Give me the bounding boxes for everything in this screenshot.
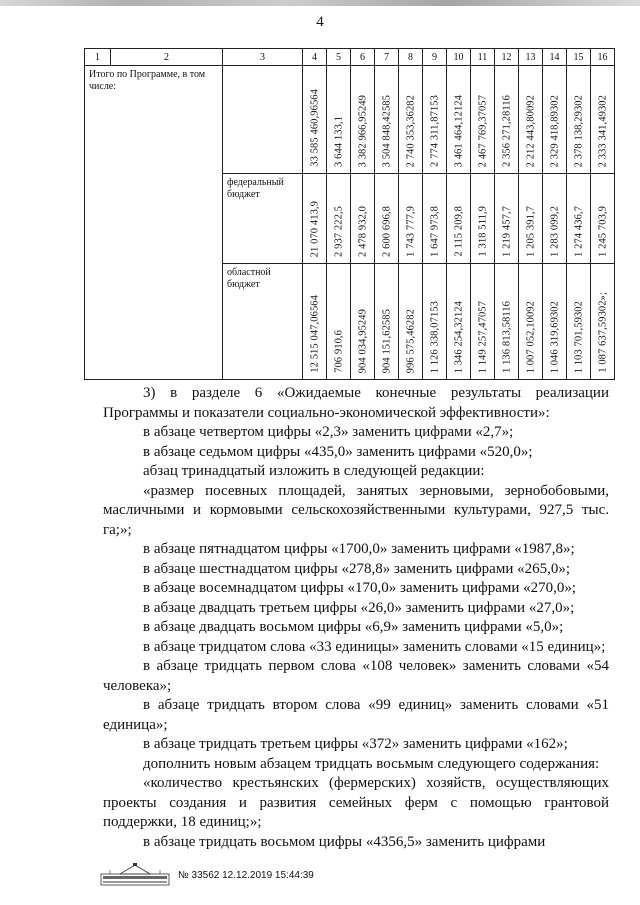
- document-body: [103, 384, 609, 852]
- row-sublabel: [223, 66, 303, 174]
- cell-value: 1 647 973,8: [429, 206, 440, 257]
- cell-value: 2 329 418,89302: [549, 94, 560, 167]
- paragraph: в абзаце шестнадцатом цифры «278,8» заменить цифрами «265,0»;: [143, 560, 571, 577]
- cell-value: 2 378 138,29302: [573, 94, 584, 167]
- document-number: № 33562: [178, 870, 220, 881]
- paragraph: в абзаце тридцатом слова «33 единицы» заменить словами «15 единиц»;: [143, 638, 606, 655]
- cell-value: 1 046 319,69302: [549, 300, 560, 373]
- table-cell: [519, 264, 543, 380]
- table-cell: [447, 264, 471, 380]
- paragraph: в абзаце двадцать третьем цифры «26,0» заменить цифрами «27,0»;: [143, 599, 575, 616]
- cell-value: 2 333 341,49302: [597, 94, 608, 167]
- cell-value: 2 740 353,36282: [405, 94, 416, 167]
- column-number: 6: [351, 49, 375, 66]
- table-cell: [423, 174, 447, 264]
- footer: [100, 862, 360, 888]
- page-number: 4: [316, 14, 324, 30]
- table-cell: [495, 264, 519, 380]
- paragraph: в абзаце тридцать втором слова «99 единиц» заменить словами «51 единица»;: [103, 697, 609, 733]
- paragraph: в абзаце тридцать восьмом цифры «4356,5» заменить цифрами: [143, 833, 546, 850]
- table-cell: [327, 264, 351, 380]
- column-number: 15: [567, 49, 591, 66]
- table-cell: [303, 66, 327, 174]
- column-number: 4: [303, 49, 327, 66]
- table-cell: [471, 264, 495, 380]
- cell-value: 2 212 443,80092: [525, 94, 536, 167]
- cell-value: 3 382 966,95249: [357, 94, 368, 167]
- table-row: [85, 66, 615, 174]
- table-cell: [495, 66, 519, 174]
- table-cell: [567, 66, 591, 174]
- cell-value: 1 087 637,59302»;: [597, 292, 608, 373]
- table-cell: [351, 264, 375, 380]
- table-cell: [567, 174, 591, 264]
- column-number: 7: [375, 49, 399, 66]
- document-datetime: 12.12.2019 15:44:39: [222, 870, 314, 881]
- paragraph: дополнить новым абзацем тридцать восьмым следующего содержания:: [143, 755, 600, 772]
- cell-value: 904 034,95249: [357, 308, 368, 373]
- cell-value: 996 575,46282: [405, 308, 416, 373]
- row-label-total: Итого по Программе, в том числе:: [85, 66, 223, 380]
- column-number: 13: [519, 49, 543, 66]
- cell-value: 1 149 257,47057: [477, 300, 488, 373]
- paragraph: в абзаце седьмом цифры «435,0» заменить цифрами «520,0»;: [143, 443, 533, 460]
- column-number: 5: [327, 49, 351, 66]
- table-cell: [471, 66, 495, 174]
- table-cell: [423, 264, 447, 380]
- document-stamp-text: [178, 870, 314, 881]
- cell-value: 3 504 848,42585: [381, 94, 392, 167]
- column-number: 3: [223, 49, 303, 66]
- cell-value: 1 007 052,10092: [525, 300, 536, 373]
- cell-value: 21 070 413,9: [309, 200, 320, 257]
- table-cell: [303, 264, 327, 380]
- budget-table: [84, 48, 615, 380]
- table-cell: [543, 66, 567, 174]
- row-sublabel-federal: федеральный бюджет: [223, 174, 303, 264]
- cell-value: 1 219 457,7: [501, 206, 512, 257]
- paragraph: «размер посевных площадей, занятых зерновыми, зернобобовыми, масличными и кормовыми сельскохозяйственными культурами, 927,5 тыс. га;»;: [103, 482, 609, 538]
- cell-value: 1 743 777,9: [405, 206, 416, 257]
- table-cell: [567, 264, 591, 380]
- table-cell: [375, 66, 399, 174]
- table-cell: [327, 174, 351, 264]
- paragraph: в абзаце четвертом цифры «2,3» заменить цифрами «2,7»;: [143, 424, 514, 440]
- column-number: 10: [447, 49, 471, 66]
- column-number: 12: [495, 49, 519, 66]
- cell-value: 1 346 254,32124: [453, 300, 464, 373]
- table-cell: [519, 66, 543, 174]
- table-cell: [327, 66, 351, 174]
- column-number: 1: [85, 49, 111, 66]
- cell-value: 3 644 133,1: [333, 116, 344, 167]
- cell-value: 2 356 271,28116: [501, 95, 512, 167]
- cell-value: 2 478 932,0: [357, 206, 368, 257]
- paragraph: в абзаце пятнадцатом цифры «1700,0» заменить цифрами «1987,8»;: [143, 541, 575, 557]
- paragraph: в абзаце восемнадцатом цифры «170,0» заменить цифрами «270,0»;: [143, 580, 577, 596]
- table-cell: [303, 174, 327, 264]
- cell-value: 1 283 099,2: [549, 206, 560, 257]
- scan-edge-artifact: [0, 0, 640, 6]
- column-number: 16: [591, 49, 615, 66]
- table-cell: [375, 174, 399, 264]
- table-cell: [399, 264, 423, 380]
- cell-value: 33 585 460,96564: [309, 89, 320, 167]
- table-cell: [591, 264, 615, 380]
- table-cell: [375, 264, 399, 380]
- table-header-row: [85, 49, 615, 66]
- cell-value: 2 937 222,5: [333, 206, 344, 257]
- paragraph: в абзаце двадцать восьмом цифры «6,9» заменить цифрами «5,0»;: [143, 619, 564, 635]
- table-cell: [519, 174, 543, 264]
- cell-value: 2 115 209,8: [453, 206, 464, 257]
- cell-value: 1 136 813,58116: [501, 301, 512, 373]
- cell-value: 12 515 047,06564: [309, 295, 320, 373]
- table-cell: [351, 66, 375, 174]
- table-cell: [591, 66, 615, 174]
- table-cell: [543, 264, 567, 380]
- cell-value: 706 910,6: [333, 330, 344, 373]
- cell-value: 904 151,62585: [381, 308, 392, 373]
- table-cell: [495, 174, 519, 264]
- cell-value: 1 103 701,59302: [573, 300, 584, 373]
- paragraph: 3) в разделе 6 «Ожидаемые конечные результаты реализации Программы и показатели социально-экономической эффективности»:: [103, 385, 609, 421]
- table-cell: [471, 174, 495, 264]
- cell-value: 1 318 511,9: [477, 206, 488, 257]
- paragraph: в абзаце тридцать первом слова «108 человек» заменить словами «54 человека»;: [103, 658, 609, 694]
- column-number: 8: [399, 49, 423, 66]
- column-number: 9: [423, 49, 447, 66]
- cell-value: 2 467 769,37057: [477, 94, 488, 167]
- column-number: 2: [111, 49, 223, 66]
- cell-value: 2 600 696,8: [381, 206, 392, 257]
- cell-value: 1 274 436,7: [573, 206, 584, 257]
- table-cell: [543, 174, 567, 264]
- table-cell: [423, 66, 447, 174]
- cell-value: 1 126 338,07153: [429, 300, 440, 373]
- cell-value: 3 461 464,12124: [453, 94, 464, 167]
- table-cell: [447, 66, 471, 174]
- column-number: 14: [543, 49, 567, 66]
- table-cell: [447, 174, 471, 264]
- cell-value: 1 205 391,7: [525, 206, 536, 257]
- registry-stamp-icon: [100, 862, 170, 886]
- cell-value: 2 774 311,87153: [429, 95, 440, 167]
- paragraph: «количество крестьянских (фермерских) хозяйств, осуществляющих проекты создания и развития семейных ферм с помощью грантовой поддержки, 18 единиц;»;: [103, 775, 609, 830]
- table-cell: [399, 174, 423, 264]
- paragraph: абзац тринадцатый изложить в следующей редакции:: [143, 463, 485, 479]
- column-number: 11: [471, 49, 495, 66]
- row-sublabel-regional: областной бюджет: [223, 264, 303, 380]
- table-cell: [591, 174, 615, 264]
- cell-value: 1 245 703,9: [597, 206, 608, 257]
- table-cell: [399, 66, 423, 174]
- table-cell: [351, 174, 375, 264]
- paragraph: в абзаце тридцать третьем цифры «372» заменить цифрами «162»;: [143, 736, 568, 752]
